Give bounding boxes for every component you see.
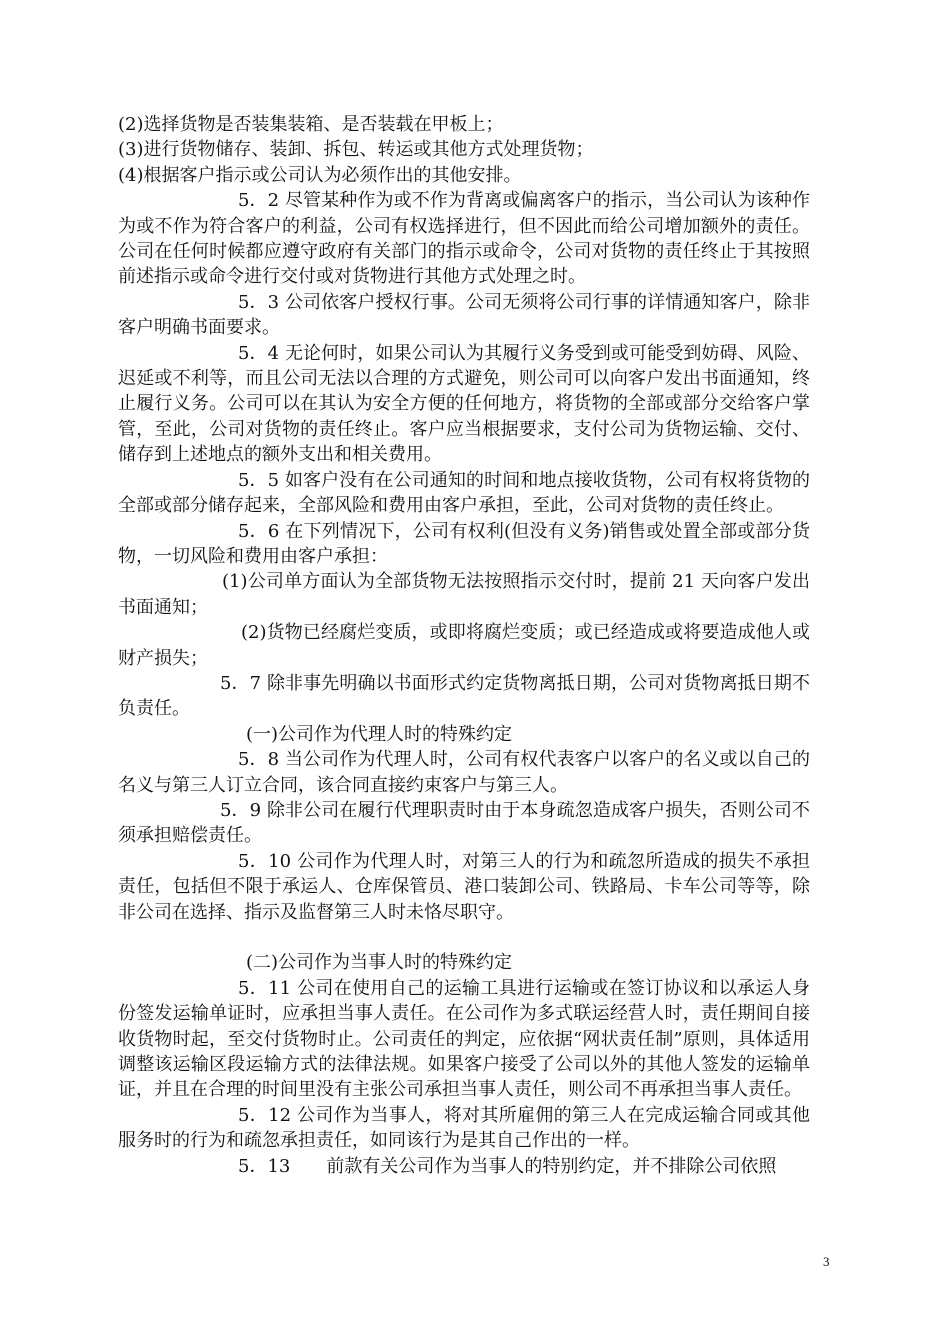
clause-5-6: 5．6 在下列情况下，公司有权利(但没有义务)销售或处置全部或部分货物，一切风险和费用由客户承担： bbox=[118, 520, 810, 567]
document-body bbox=[118, 112, 810, 1179]
clause-5-4: 5．4 无论何时，如果公司认为其履行义务受到或可能受到妨碍、风险、迟延或不利等，而且公司无法以合理的方式避免，则公司可以向客户发出书面通知，终止履行义务。公司可以在其认为安全方便的任何地方，将货物的全部或部分交给客户掌管，至此，公司对货物的责任终止。客户应当根据要求，支付公司为货物运输、交付、储存到上述地点的额外支出和相关费用。 bbox=[118, 342, 810, 466]
clause-5-9: 5．9 除非公司在履行代理职责时由于本身疏忽造成客户损失，否则公司不须承担赔偿责任。 bbox=[118, 799, 810, 847]
clause-5-12: 5．12 公司作为当事人，将对其所雇佣的第三人在完成运输合同或其他服务时的行为和疏忽承担责任，如同该行为是其自己作出的一样。 bbox=[118, 1104, 810, 1152]
clause-5-11: 5．11 公司在使用自己的运输工具进行运输或在签订协议和以承运人身份签发运输单证时，应承担当事人责任。在公司作为多式联运经营人时，责任期间自接收货物时起，至交付货物时止。公司责任的判定，应依据“网状责任制”原则，具体适用调整该运输区段运输方式的法律法规。如果客户接受了公司以外的其他人签发的运输单证，并且在合理的时间里没有主张公司承担当事人责任，则公司不再承担当事人责任。 bbox=[118, 977, 810, 1101]
clause-5-6-item-2: (2)货物已经腐烂变质，或即将腐烂变质；或已经造成或将要造成他人或财产损失； bbox=[118, 622, 810, 669]
list-item-4: (4)根据客户指示或公司认为必须作出的其他安排。 bbox=[118, 164, 522, 186]
clause-5-2: 5．2 尽管某种作为或不作为背离或偏离客户的指示，当公司认为该种作为或不作为符合客户的利益，公司有权选择进行，但不因此而给公司增加额外的责任。公司在任何时候都应遵守政府有关部门的指示或命令，公司对货物的责任终止于其按照前述指示或命令进行交付或对货物进行其他方式处理之时。 bbox=[118, 190, 810, 288]
clause-5-7: 5．7 除非事先明确以书面形式约定货物离抵日期，公司对货物离抵日期不负责任。 bbox=[118, 672, 810, 720]
clause-5-10: 5．10 公司作为代理人时，对第三人的行为和疏忽所造成的损失不承担责任，包括但不限于承运人、仓库保管员、港口装卸公司、铁路局、卡车公司等等，除非公司在选择、指示及监督第三人时未恪尽职守。 bbox=[118, 850, 810, 923]
blank-line bbox=[118, 925, 810, 950]
clause-5-8: 5．8 当公司作为代理人时，公司有权代表客户以客户的名义或以自己的名义与第三人订立合同，该合同直接约束客户与第三人。 bbox=[118, 749, 810, 796]
clause-5-3: 5．3 公司依客户授权行事。公司无须将公司行事的详情通知客户，除非客户明确书面要求。 bbox=[118, 291, 810, 339]
clause-5-5: 5．5 如客户没有在公司通知的时间和地点接收货物，公司有权将货物的全部或部分储存起来，全部风险和费用由客户承担，至此，公司对货物的责任终止。 bbox=[118, 469, 810, 517]
list-item-2: (2)选择货物是否装集装箱、是否装载在甲板上； bbox=[118, 114, 504, 135]
section-heading-principal: (二)公司作为当事人时的特殊约定 bbox=[246, 952, 513, 974]
section-heading-agent: (一)公司作为代理人时的特殊约定 bbox=[246, 723, 513, 745]
clause-5-13: 5．13 前款有关公司作为当事人的特别约定，并不排除公司依照 bbox=[238, 1155, 777, 1177]
list-item-3: (3)进行货物储存、装卸、拆包、转运或其他方式处理货物； bbox=[118, 139, 594, 161]
clause-5-6-item-1: (1)公司单方面认为全部货物无法按照指示交付时，提前 21 天向客户发出书面通知； bbox=[118, 571, 810, 618]
page-number: 3 bbox=[823, 1254, 830, 1269]
